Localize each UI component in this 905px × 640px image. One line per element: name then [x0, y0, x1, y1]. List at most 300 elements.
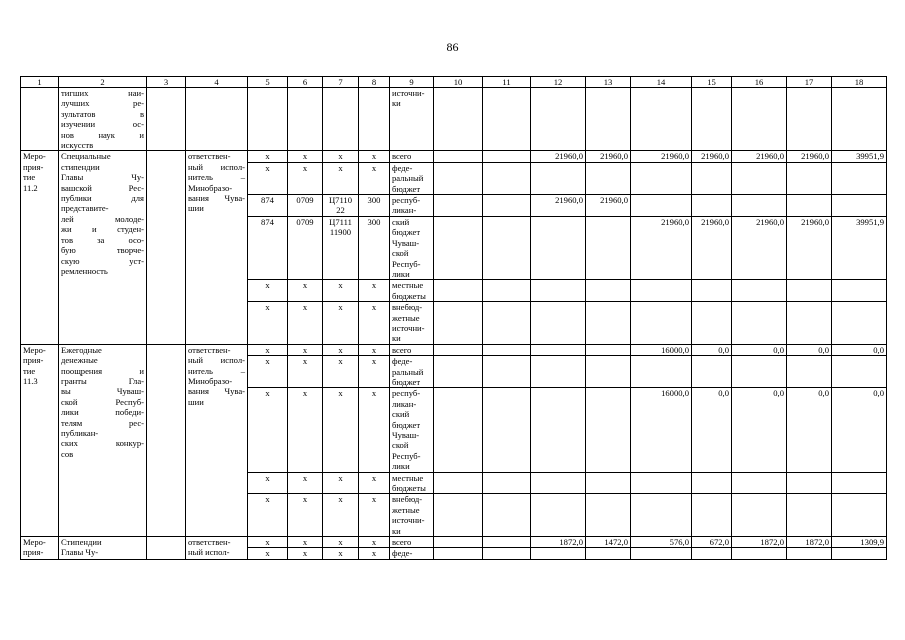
amount-cell [787, 195, 832, 217]
amount-cell [586, 216, 631, 279]
code-cell [288, 88, 323, 151]
responsible-executor-line: ответствен- [188, 151, 231, 162]
section-code: x [288, 302, 323, 345]
target-article-code [323, 151, 359, 162]
amount-cell: 0,0 [832, 344, 887, 355]
amount-cell [531, 388, 586, 472]
target-article-code [323, 195, 359, 217]
grbs-code: x [248, 388, 288, 472]
target-article-code-line: Ц7111 [329, 216, 352, 227]
amount-cell [586, 88, 631, 151]
target-article-code [323, 472, 359, 494]
column-number: 3 [147, 77, 186, 88]
target-article-code-line: x [338, 494, 343, 505]
activity-label-line: прия- [23, 355, 44, 366]
empty-cell [483, 356, 531, 388]
target-article-code-line: 22 [336, 205, 345, 216]
amount-cell [692, 494, 732, 537]
amount-cell: 0,0 [787, 344, 832, 355]
activity-name-line: телям рес- [61, 417, 144, 428]
funding-source-line: Чуваш- [392, 237, 420, 248]
expense-type-code: x [359, 537, 390, 548]
funding-source [390, 302, 434, 345]
amount-cell [631, 494, 692, 537]
empty-cell [483, 548, 531, 559]
amount-cell: 21960,0 [531, 151, 586, 162]
funding-source-line: жетные [392, 312, 420, 323]
column-number-row [21, 77, 887, 88]
responsible-executor [186, 537, 248, 560]
column-number: 8 [359, 77, 390, 88]
amount-cell: 1872,0 [732, 537, 787, 548]
column-number: 13 [586, 77, 631, 88]
funding-source-line: Чуваш- [392, 430, 420, 440]
funding-source-line: ский [392, 216, 410, 227]
activity-name-line: Главы Чу- [61, 547, 99, 558]
target-article-code [323, 162, 359, 194]
section-code: 0709 [288, 216, 323, 279]
amount-cell [787, 356, 832, 388]
amount-cell [787, 162, 832, 194]
target-article-code-line: Ц7110 [328, 195, 353, 206]
funding-source [390, 88, 434, 151]
target-article-code [323, 388, 359, 472]
activity-name-line: лучших ре- [61, 98, 144, 109]
amount-cell [732, 494, 787, 537]
expense-type-code: x [359, 388, 390, 472]
funding-source-line: бюджет [392, 376, 421, 387]
funding-source-line: феде- [392, 162, 413, 173]
amount-cell: 21960,0 [692, 151, 732, 162]
activity-name-line: тов за осо- [61, 234, 144, 245]
amount-cell: 1872,0 [531, 537, 586, 548]
amount-cell [692, 548, 732, 559]
amount-cell [586, 302, 631, 345]
activity-name-line: Стипендии [61, 537, 102, 548]
target-article-code-line: x [338, 356, 343, 367]
amount-cell [787, 548, 832, 559]
amount-cell [531, 344, 586, 355]
amount-cell [832, 195, 887, 217]
amount-cell [732, 356, 787, 388]
empty-cell [483, 151, 531, 162]
amount-cell [531, 216, 586, 279]
activity-name [59, 151, 147, 344]
empty-cell [434, 195, 483, 217]
funding-source-line: феде- [392, 356, 413, 367]
column-number: 1 [21, 77, 59, 88]
empty-cell [147, 537, 186, 560]
amount-cell [732, 88, 787, 151]
amount-cell: 1472,0 [586, 537, 631, 548]
section-code: x [288, 537, 323, 548]
activity-name [59, 344, 147, 536]
amount-cell: 0,0 [787, 388, 832, 472]
grbs-code: x [248, 494, 288, 537]
expense-type-code: x [359, 472, 390, 494]
expense-type-code: x [359, 548, 390, 559]
amount-cell [631, 472, 692, 494]
amount-cell [586, 356, 631, 388]
empty-cell [483, 344, 531, 355]
amount-cell [787, 88, 832, 151]
target-article-code-line: 11900 [329, 227, 352, 238]
responsible-executor-line: ный испол- [188, 161, 245, 172]
empty-cell [434, 356, 483, 388]
empty-cell [434, 548, 483, 559]
amount-cell [692, 472, 732, 494]
activity-name-line: лей молоде- [61, 213, 144, 224]
funding-source-line: ральный [392, 173, 424, 184]
activity-name-line: вы Чуваш- [61, 386, 144, 397]
funding-source-line: жетные [392, 504, 420, 515]
amount-cell [832, 494, 887, 537]
amount-cell: 16000,0 [631, 388, 692, 472]
target-article-code-line: x [338, 151, 343, 162]
amount-cell [631, 162, 692, 194]
activity-name-line: изучении ос- [61, 119, 144, 130]
funding-source-line: Респуб- [392, 258, 421, 269]
code-cell [359, 88, 390, 151]
activity-name-line: Ежегодные [61, 344, 102, 355]
expense-type-code: x [359, 151, 390, 162]
empty-cell [434, 88, 483, 151]
amount-cell [787, 494, 832, 537]
amount-cell [631, 88, 692, 151]
activity-name-line: ских конкур- [61, 438, 144, 449]
activity-name-line: нов наук и [61, 129, 144, 140]
funding-source-line: ки [392, 98, 401, 109]
amount-cell: 0,0 [732, 344, 787, 355]
expense-type-code: x [359, 162, 390, 194]
amount-cell [531, 280, 586, 302]
expense-type-code: x [359, 280, 390, 302]
amount-cell [586, 162, 631, 194]
empty-cell [483, 280, 531, 302]
activity-label [21, 344, 59, 536]
activity-name-line: поощрения и [61, 365, 144, 376]
target-article-code-line: x [338, 302, 343, 313]
grbs-code: x [248, 302, 288, 345]
funding-source-line: ской [392, 248, 409, 259]
amount-cell: 0,0 [732, 388, 787, 472]
amount-cell: 21960,0 [586, 195, 631, 217]
column-number: 15 [692, 77, 732, 88]
activity-name-line: скую уст- [61, 255, 144, 266]
funding-source-line: всего [392, 344, 412, 355]
funding-source-line: респуб- [392, 388, 421, 399]
responsible-executor [186, 151, 248, 344]
amount-cell: 39951,9 [832, 151, 887, 162]
funding-source [390, 472, 434, 494]
amount-cell: 576,0 [631, 537, 692, 548]
column-number: 7 [323, 77, 359, 88]
empty-cell [434, 280, 483, 302]
column-number: 11 [483, 77, 531, 88]
target-article-code-line: x [338, 548, 343, 559]
amount-cell: 1872,0 [787, 537, 832, 548]
responsible-executor-line: Минобразо- [188, 375, 233, 386]
amount-cell: 0,0 [692, 388, 732, 472]
column-number: 14 [631, 77, 692, 88]
amount-cell: 16000,0 [631, 344, 692, 355]
grbs-code: x [248, 162, 288, 194]
activity-label-line: прия- [23, 547, 44, 558]
target-article-code-line: x [338, 388, 343, 399]
amount-cell [787, 472, 832, 494]
responsible-cell [186, 88, 248, 151]
expense-type-code: x [359, 356, 390, 388]
expense-type-code: 300 [359, 216, 390, 279]
responsible-executor-line: нитель – [188, 172, 245, 183]
activity-name-line: зультатов в [61, 108, 144, 119]
budget-table [20, 76, 887, 560]
funding-source-line: внебюд- [392, 494, 423, 505]
column-number: 16 [732, 77, 787, 88]
funding-source-line: местные [392, 472, 424, 483]
column-number: 18 [832, 77, 887, 88]
amount-cell [631, 356, 692, 388]
amount-cell [692, 162, 732, 194]
amount-cell [531, 548, 586, 559]
empty-cell [483, 537, 531, 548]
responsible-executor-line: Минобразо- [188, 182, 233, 193]
amount-cell [692, 280, 732, 302]
funding-source-line: ликан- [392, 398, 417, 409]
column-number: 10 [434, 77, 483, 88]
activity-name-line: жи и студен- [61, 224, 144, 235]
grbs-code: x [248, 548, 288, 559]
amount-cell: 39951,9 [832, 216, 887, 279]
grbs-code: x [248, 472, 288, 494]
code-cell [323, 88, 359, 151]
responsible-executor-line: ответствен- [188, 344, 231, 355]
empty-cell [434, 494, 483, 537]
funding-source-line: всего [392, 151, 412, 162]
grbs-code: 874 [248, 216, 288, 279]
activity-label-line: 11.3 [23, 375, 38, 386]
activity-label-line: тие [23, 172, 36, 183]
continuation-row [21, 88, 887, 151]
amount-cell [631, 548, 692, 559]
amount-cell: 21960,0 [531, 195, 586, 217]
activity-name-line: сов [61, 448, 74, 459]
amount-cell [832, 162, 887, 194]
amount-cell [692, 356, 732, 388]
amount-cell [586, 388, 631, 472]
funding-source-line: ский [392, 409, 410, 420]
funding-source-line: местные [392, 280, 424, 291]
target-article-code-line: x [338, 472, 343, 483]
column-number: 9 [390, 77, 434, 88]
section-code: x [288, 388, 323, 472]
responsible-executor-line: шии [188, 396, 204, 407]
amount-cell [832, 280, 887, 302]
amount-cell [531, 472, 586, 494]
funding-source-line: Респуб- [392, 450, 421, 461]
funding-source-line: всего [392, 537, 412, 548]
activity-name [59, 537, 147, 560]
responsible-executor-line: вания Чува- [188, 193, 245, 204]
activity-name-line: лики победи- [61, 407, 144, 418]
amount-cell: 21960,0 [732, 151, 787, 162]
funding-source-line: бюджет [392, 419, 421, 430]
amount-cell [832, 88, 887, 151]
funding-source [390, 548, 434, 559]
grbs-code: x [248, 151, 288, 162]
amount-cell: 21960,0 [586, 151, 631, 162]
amount-cell: 21960,0 [732, 216, 787, 279]
amount-cell: 21960,0 [787, 216, 832, 279]
funding-source [390, 356, 434, 388]
section-code: x [288, 280, 323, 302]
amount-cell [531, 494, 586, 537]
target-article-code-line: x [338, 280, 343, 291]
activity-name [59, 88, 147, 151]
empty-cell [434, 162, 483, 194]
amount-cell [631, 280, 692, 302]
amount-cell [586, 494, 631, 537]
activity-name-line: ремленность [61, 265, 108, 276]
funding-source [390, 162, 434, 194]
activity-name-line: ской Респуб- [61, 396, 144, 407]
amount-cell [732, 162, 787, 194]
empty-cell [434, 151, 483, 162]
responsible-executor-line: ный испол- [188, 355, 245, 366]
funding-source-line: ки [392, 333, 401, 344]
expense-type-code: x [359, 344, 390, 355]
section-code: x [288, 344, 323, 355]
responsible-executor-line: шии [188, 203, 204, 214]
amount-cell [732, 195, 787, 217]
responsible-executor-line: нитель – [188, 365, 245, 376]
activity-name-line: Специальные [61, 151, 111, 162]
target-article-code [323, 280, 359, 302]
activity-label-line: Меро- [23, 537, 46, 548]
section-code: x [288, 356, 323, 388]
activity-name-line: денежные [61, 355, 98, 366]
section-code: x [288, 162, 323, 194]
funding-source [390, 388, 434, 472]
empty-cell [483, 388, 531, 472]
amount-cell [832, 356, 887, 388]
funding-source [390, 344, 434, 355]
activity-name-line: гранты Гла- [61, 375, 144, 386]
section-code: x [288, 548, 323, 559]
empty-cell [483, 162, 531, 194]
empty-cell [434, 388, 483, 472]
funding-source-line: источни- [392, 322, 425, 333]
label-cell [21, 88, 59, 151]
target-article-code [323, 548, 359, 559]
activity-name-line: бую творче- [61, 245, 144, 256]
activity-name-line: стипендии [61, 161, 100, 172]
amount-cell: 21960,0 [631, 151, 692, 162]
funding-source [390, 280, 434, 302]
amount-cell: 0,0 [832, 388, 887, 472]
funding-source-line: ральный [392, 366, 424, 377]
amount-cell [631, 302, 692, 345]
funding-source-line: феде- [392, 548, 413, 559]
empty-cell [147, 151, 186, 344]
empty-cell [483, 472, 531, 494]
activity-name-line: представите- [61, 203, 109, 214]
target-article-code-line: x [338, 344, 343, 355]
column-number: 17 [787, 77, 832, 88]
amount-cell: 21960,0 [631, 216, 692, 279]
amount-cell: 21960,0 [692, 216, 732, 279]
amount-cell [787, 280, 832, 302]
activity-name-line: вашской Рес- [61, 182, 144, 193]
amount-cell [586, 280, 631, 302]
funding-source-line: лики [392, 461, 410, 472]
empty-cell [483, 494, 531, 537]
amount-cell [692, 302, 732, 345]
expense-type-code: 300 [359, 195, 390, 217]
activity-name-line: публикан- [61, 428, 99, 438]
table-row [21, 344, 887, 355]
column-number: 12 [531, 77, 586, 88]
amount-cell [787, 302, 832, 345]
funding-source [390, 537, 434, 548]
responsible-executor-line: ный испол- [188, 547, 230, 558]
funding-source-line: ки [392, 525, 401, 536]
amount-cell [631, 195, 692, 217]
target-article-code [323, 344, 359, 355]
expense-type-code: x [359, 302, 390, 345]
activity-name-line: публики для [61, 193, 144, 204]
target-article-code [323, 494, 359, 537]
section-code: 0709 [288, 195, 323, 217]
activity-label-line: тие [23, 365, 36, 376]
activity-label-line: 11.2 [23, 182, 38, 193]
target-article-code [323, 216, 359, 279]
amount-cell [531, 302, 586, 345]
amount-cell: 672,0 [692, 537, 732, 548]
empty-cell [483, 302, 531, 345]
empty-cell [434, 216, 483, 279]
funding-source-line: источни- [392, 515, 425, 526]
funding-source [390, 494, 434, 537]
page-number: 86 [446, 40, 459, 54]
funding-source-line: респуб- [392, 195, 421, 206]
funding-source-line: бюджет [392, 227, 421, 238]
target-article-code-line: x [338, 537, 343, 548]
funding-source-line: внебюд- [392, 302, 423, 313]
table-row [21, 151, 887, 162]
section-code: x [288, 151, 323, 162]
activity-label-line: Меро- [23, 344, 46, 355]
amount-cell [732, 548, 787, 559]
section-code: x [288, 494, 323, 537]
table-row [21, 537, 887, 548]
grbs-code: x [248, 344, 288, 355]
amount-cell [586, 472, 631, 494]
funding-source-line: ской [392, 440, 409, 451]
empty-cell [483, 216, 531, 279]
amount-cell: 21960,0 [787, 151, 832, 162]
grbs-code: 874 [248, 195, 288, 217]
amount-cell [586, 344, 631, 355]
amount-cell [732, 472, 787, 494]
funding-source [390, 151, 434, 162]
activity-name-line: искусств [61, 140, 94, 151]
grbs-code: x [248, 356, 288, 388]
empty-cell [483, 195, 531, 217]
activity-label [21, 151, 59, 344]
funding-source-line: ликан- [392, 205, 417, 216]
empty-cell [434, 302, 483, 345]
